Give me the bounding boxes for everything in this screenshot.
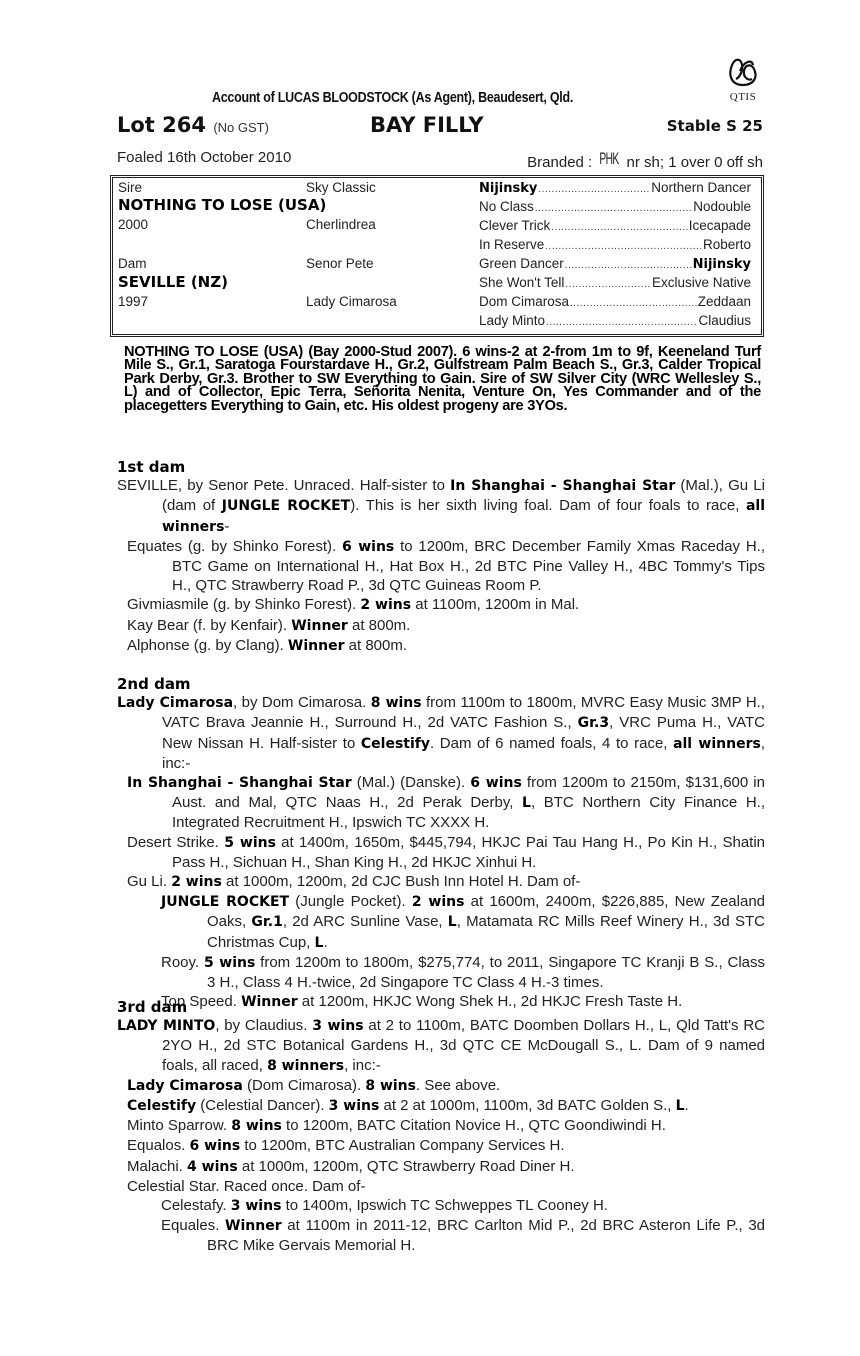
ggen-row bbox=[479, 275, 751, 290]
progeny-entry: Givmiasmile (g. by Shinko Forest). 2 wins at 1100m, 1200m in Mal. bbox=[127, 596, 580, 614]
foaled-date: Foaled 16th October 2010 bbox=[117, 149, 292, 166]
stable-number: Stable S 25 bbox=[666, 117, 763, 135]
ggen-left: No Class bbox=[479, 199, 534, 214]
ggen-left: Nijinsky bbox=[479, 181, 538, 196]
gst-note: (No GST) bbox=[213, 120, 269, 135]
ggen-row bbox=[479, 218, 751, 233]
ggen-row bbox=[479, 237, 751, 252]
ggen-right: Northern Dancer bbox=[651, 180, 751, 195]
qtis-butterfly-icon bbox=[726, 55, 760, 93]
progeny-entry: Lady Cimarosa (Dom Cimarosa). 8 wins. See above. bbox=[127, 1076, 501, 1094]
branded-label: Branded : bbox=[527, 154, 593, 171]
section-title: 3rd dam bbox=[117, 998, 188, 1016]
dam-label: Dam bbox=[118, 256, 147, 271]
ggen-left: Lady Minto bbox=[479, 313, 546, 328]
vendor-account: Account of LUCAS BLOODSTOCK (As Agent), Beaudesert, Qld. bbox=[212, 90, 574, 106]
ggen-right: Claudius bbox=[698, 313, 751, 328]
third-dam-section bbox=[117, 998, 765, 1256]
second-dam-section bbox=[117, 675, 765, 1012]
ggen-row bbox=[479, 180, 751, 196]
sire-dam: Cherlindrea bbox=[306, 217, 376, 232]
progeny-entry: Alphonse (g. by Clang). Winner at 800m. bbox=[127, 636, 408, 654]
first-dam-section bbox=[117, 458, 765, 656]
lot-label: Lot 264 bbox=[117, 113, 206, 137]
lot-row bbox=[117, 113, 765, 139]
ggen-row bbox=[479, 294, 751, 309]
pedigree-table bbox=[110, 175, 764, 337]
dam-sire: Senor Pete bbox=[306, 256, 374, 271]
sire-label: Sire bbox=[118, 180, 143, 195]
dam-dam: Lady Cimarosa bbox=[306, 294, 397, 309]
ggen-right: Icecapade bbox=[688, 218, 751, 233]
grand-progeny-entry: JUNGLE ROCKET (Jungle Pocket). 2 wins at 1600m, 2400m, $226,885, New Zealand Oaks, Gr.1, 2d ARC Sunline Vase, L, Matamata RC Mills Reef Winery H., 3d STC Christmas Cup, L. bbox=[161, 893, 766, 951]
branded-detail: nr sh; 1 over 0 off sh bbox=[626, 154, 763, 171]
qtis-logo bbox=[718, 55, 768, 109]
ggen-right: Roberto bbox=[702, 237, 751, 252]
ggen-left: In Reserve bbox=[479, 237, 545, 252]
ggen-left: Dom Cimarosa bbox=[479, 294, 570, 309]
ggen-right: Zeddaan bbox=[697, 294, 751, 309]
ggen-left: Green Dancer bbox=[479, 256, 564, 271]
branding bbox=[527, 149, 763, 171]
progeny-entry: Desert Strike. 5 wins at 1400m, 1650m, $445,794, HKJC Pai Tau Hang H., Po Kin H., Shatin Pass H., Sichuan H., Shan King H., 2d HKJC Xinhui H. bbox=[127, 833, 766, 871]
progeny-entry: Equates (g. by Shinko Forest). 6 wins to 1200m, BRC December Family Xmas Raceday H., BTC Game on International H., Hat Box H., 2d BTC Pine Valley H., 4BC Tommy's Tips H., QTC Strawberry Road P., 3d QTC Guineas Room P. bbox=[127, 537, 766, 595]
horse-title: BAY FILLY bbox=[370, 113, 484, 137]
section-title: 2nd dam bbox=[117, 675, 191, 693]
sire-summary: NOTHING TO LOSE (USA) (Bay 2000-Stud 2007). 6 wins-2 at 2-from 1m to 9f, Keeneland Turf Mile S., Gr.1, Saratoga Fourstardave H., Gr.2, Gulfstream Palm Beach S., Gr.3, Calder Tropical Park Derby, Gr.3. Brother to SW Everything to Gain. Sire of SW Silver City (WRC Wellesley S., L) and of Collector, Epic Terra, Señorita Nenita, Venture On, Yes Commander and of the placegetters Everything to Gain, etc. His oldest progeny are 3YOs. bbox=[124, 344, 761, 414]
brand-mark: PHK bbox=[599, 149, 619, 168]
progeny-entry: Kay Bear (f. by Kenfair). Winner at 800m. bbox=[127, 616, 411, 634]
progeny-entry: Gu Li. 2 wins at 1000m, 1200m, 2d CJC Bush Inn Hotel H. Dam of- bbox=[127, 873, 581, 891]
progeny-entry: Minto Sparrow. 8 wins to 1200m, BATC Citation Novice H., QTC Goondiwindi H. bbox=[127, 1117, 666, 1135]
ggen-left: She Won't Tell bbox=[479, 275, 565, 290]
grand-progeny-entry: Top Speed. Winner at 1200m, HKJC Wong Shek H., 2d HKJC Fresh Taste H. bbox=[161, 993, 683, 1011]
sire-name: NOTHING TO LOSE (USA) bbox=[118, 196, 327, 214]
dam-intro: SEVILLE, by Senor Pete. Unraced. Half-sister to In Shanghai - Shanghai Star (Mal.), Gu Li (dam of JUNGLE ROCKET). This is her sixth living foal. Dam of four foals to race, all winners- bbox=[117, 477, 765, 535]
dam-intro: Lady Cimarosa, by Dom Cimarosa. 8 wins from 1100m to 1800m, MVRC Easy Music 3MP H., VATC Brava Jeannie H., Surround H., 2d VATC Fashion S., Gr.3, VRC Puma H., VATC New Nissan H. Half-sister to Celestify. Dam of 6 named foals, 4 to race, all winners, inc:- bbox=[117, 694, 766, 772]
ggen-right: Exclusive Native bbox=[651, 275, 751, 290]
progeny-entry: Celestial Star. Raced once. Dam of- bbox=[127, 1177, 366, 1195]
lot-number bbox=[117, 113, 269, 137]
ggen-right: Nijinsky bbox=[692, 257, 751, 272]
grand-progeny-entry: Celestafy. 3 wins to 1400m, Ipswich TC Schweppes TL Cooney H. bbox=[161, 1197, 608, 1215]
progeny-entry: Celestify (Celestial Dancer). 3 wins at 2 at 1000m, 1100m, 3d BATC Golden S., L. bbox=[127, 1097, 689, 1115]
ggen-left: Clever Trick bbox=[479, 218, 551, 233]
sire-year: 2000 bbox=[118, 217, 149, 232]
dam-name: SEVILLE (NZ) bbox=[118, 273, 228, 291]
ggen-row bbox=[479, 199, 751, 214]
progeny-entry: Equalos. 6 wins to 1200m, BTC Australian Company Services H. bbox=[127, 1137, 565, 1155]
ggen-row bbox=[479, 313, 751, 328]
section-title: 1st dam bbox=[117, 458, 186, 476]
ggen-row bbox=[479, 256, 751, 272]
sire-sire: Sky Classic bbox=[306, 180, 376, 195]
dam-intro: LADY MINTO, by Claudius. 3 wins at 2 to 1100m, BATC Doomben Dollars H., L, Qld Tatt's RC 2YO H., 2d STC Botanical Gardens H., 3d QTC CE McDougall S., L. Dam of 9 named foals, all raced, 8 winners, inc:- bbox=[117, 1017, 765, 1074]
dam-year: 1997 bbox=[118, 294, 149, 309]
progeny-entry: In Shanghai - Shanghai Star (Mal.) (Danske). 6 wins from 1200m to 2150m, $131,600 in Aust. and Mal, QTC Naas H., 2d Perak Derby, L, BTC Northern City Finance H., Integrated Recruitment H., Ipswich TC XXXX H. bbox=[127, 774, 765, 832]
progeny-entry: Malachi. 4 wins at 1000m, 1200m, QTC Strawberry Road Diner H. bbox=[127, 1157, 575, 1175]
qtis-label: QTIS bbox=[729, 91, 757, 103]
grand-progeny-entry: Rooy. 5 wins from 1200m to 1800m, $275,774, to 2011, Singapore TC Kranji B S., Class 3 H., Class 4 H.-twice, 2d Singapore TC Class 4 H.-3 times. bbox=[161, 953, 765, 992]
ggen-right: Nodouble bbox=[693, 199, 751, 214]
grand-progeny-entry: Equales. Winner at 1100m in 2011-12, BRC Carlton Mid P., 2d BRC Asteron Life P., 3d BRC Mike Gervais Memorial H. bbox=[161, 1217, 766, 1255]
